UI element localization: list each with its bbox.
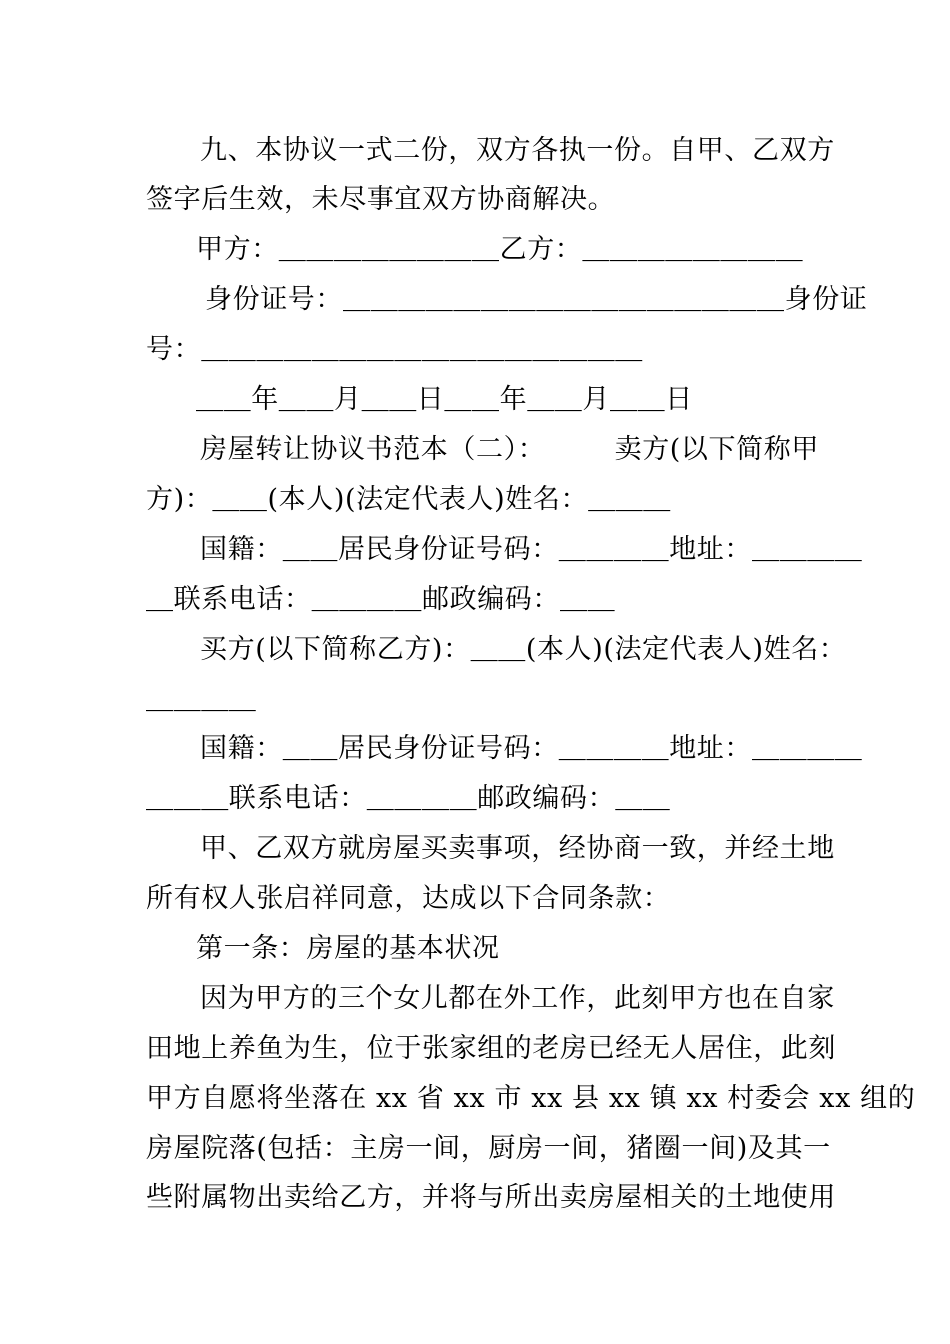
id-number-line-cont: 号：＿＿＿＿＿＿＿＿＿＿＿＿＿＿＿＿: [146, 334, 643, 365]
signature-line-party: 甲方：＿＿＿＿＿＿＿＿乙方：＿＿＿＿＿＿＿＿: [196, 234, 804, 265]
date-line: ＿＿年＿＿月＿＿日＿＿年＿＿月＿＿日: [196, 384, 693, 415]
buyer-name-line: 买方(以下简称乙方)：＿＿(本人)(法定代表人)姓名：: [200, 634, 847, 665]
paragraph-line: 田地上养鱼为生，位于张家组的老房已经无人居住，此刻: [146, 1033, 836, 1064]
paragraph-line: 所有权人张启祥同意，达成以下合同条款：: [146, 883, 671, 914]
seller-nationality-line: 国籍：＿＿居民身份证号码：＿＿＿＿地址：＿＿＿＿: [200, 534, 863, 565]
paragraph-line: 甲方自愿将坐落在 xx 省 xx 市 xx 县 xx 镇 xx 村委会 xx 组的: [146, 1083, 916, 1114]
buyer-name-blank: ＿＿＿＿: [146, 684, 257, 715]
seller-name-line: 方)：＿＿(本人)(法定代表人)姓名：＿＿＿: [146, 484, 671, 515]
paragraph-line: 些附属物出卖给乙方，并将与所出卖房屋相关的土地使用: [146, 1182, 836, 1213]
paragraph-line: 因为甲方的三个女儿都在外工作，此刻甲方也在自家: [200, 983, 835, 1014]
buyer-contact-line: ＿＿＿联系电话：＿＿＿＿邮政编码：＿＿: [146, 783, 671, 814]
paragraph-line: 签字后生效，未尽事宜双方协商解决。: [146, 184, 616, 215]
paragraph-line: 九、本协议一式二份，双方各执一份。自甲、乙双方: [200, 135, 835, 166]
seller-contact-line: ＿联系电话：＿＿＿＿邮政编码：＿＿: [146, 584, 616, 615]
buyer-nationality-line: 国籍：＿＿居民身份证号码：＿＿＿＿地址：＿＿＿＿: [200, 733, 863, 764]
paragraph-line: 房屋院落(包括：主房一间，厨房一间，猪圈一间)及其一: [146, 1133, 831, 1164]
id-number-line: 身份证号：＿＿＿＿＿＿＿＿＿＿＿＿＿＿＿＿身份证: [205, 284, 868, 315]
section-title-line: 房屋转让协议书范本（二）： 卖方(以下简称甲: [200, 434, 819, 465]
article-heading: 第一条：房屋的基本状况: [196, 933, 500, 964]
paragraph-line: 甲、乙双方就房屋买卖事项，经协商一致，并经土地: [200, 833, 835, 864]
